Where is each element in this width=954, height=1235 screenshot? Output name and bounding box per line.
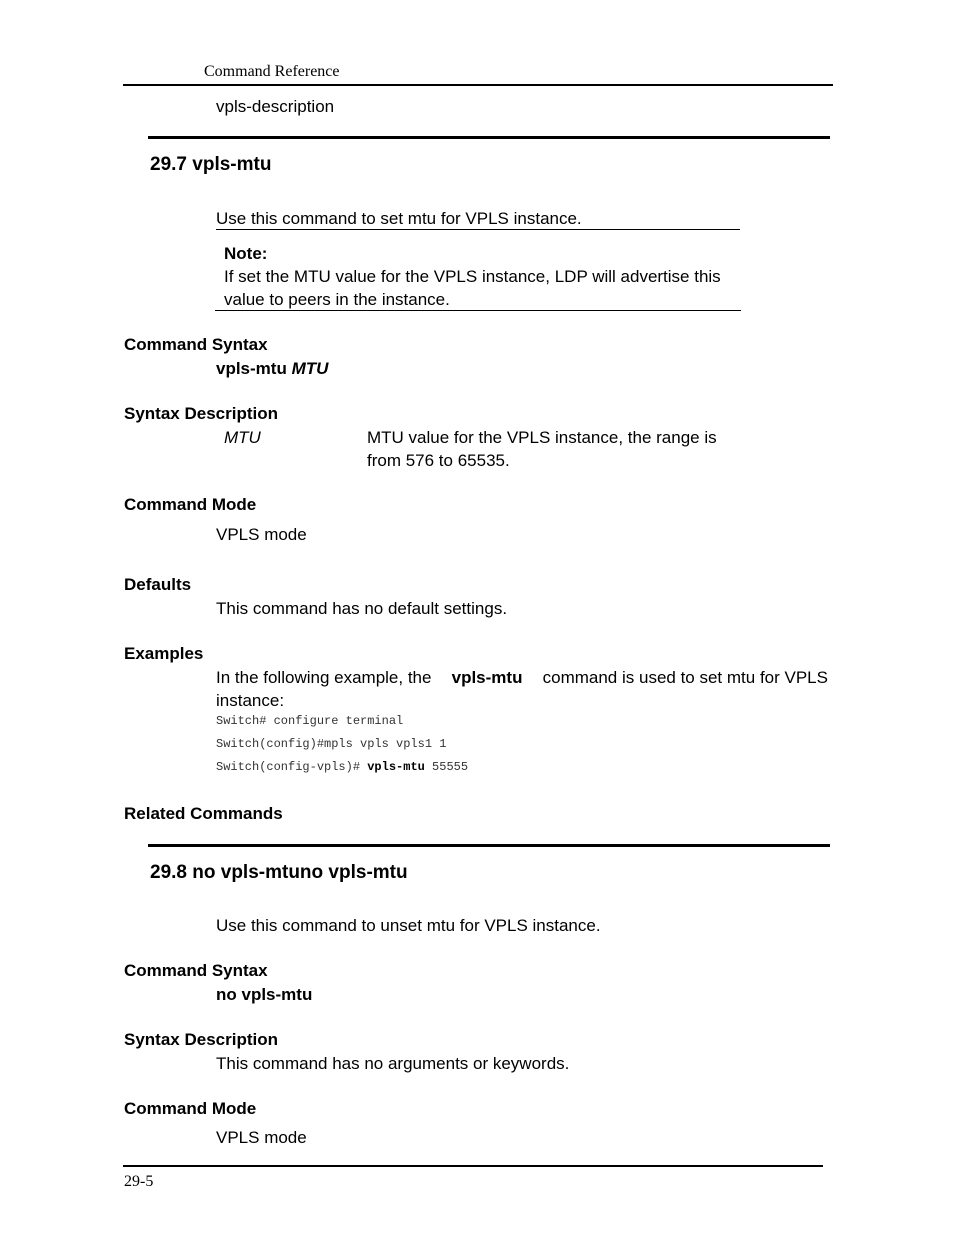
section-title xyxy=(150,862,408,884)
code-argument: 55555 xyxy=(432,760,469,774)
related-commands-heading: Related Commands xyxy=(124,804,283,823)
command-syntax-heading: Command Syntax xyxy=(124,335,268,354)
syntax-command: vpls-mtu xyxy=(216,359,287,378)
parameter-description: from 576 to 65535. xyxy=(367,451,510,470)
note-top-rule xyxy=(216,229,740,230)
section-rule xyxy=(148,844,830,847)
section-rule xyxy=(148,136,830,139)
header-rule xyxy=(123,84,833,86)
section-name: vpls-mtu xyxy=(192,154,272,175)
code-line xyxy=(216,760,468,774)
syntax-argument: MTU xyxy=(291,359,329,378)
command-syntax: no vpls-mtu xyxy=(216,985,313,1004)
command-mode-heading: Command Mode xyxy=(124,495,257,514)
code-prompt: Switch(config-vpls)# xyxy=(216,760,361,774)
note-bottom-rule xyxy=(215,310,741,311)
page-number: 29-5 xyxy=(124,1173,154,1190)
section-title xyxy=(150,154,271,176)
example-command: vpls-mtu xyxy=(451,668,523,687)
command-mode-heading: Command Mode xyxy=(124,1099,257,1118)
parameter-description: MTU value for the VPLS instance, the range is xyxy=(367,428,717,447)
defaults-heading: Defaults xyxy=(124,575,192,594)
command-mode-value: VPLS mode xyxy=(216,1128,307,1147)
code-line: Switch# configure terminal xyxy=(216,714,404,728)
example-text xyxy=(216,666,828,689)
section-intro: Use this command to unset mtu for VPLS instance. xyxy=(216,916,601,935)
command-syntax-heading: Command Syntax xyxy=(124,961,268,980)
section-intro: Use this command to set mtu for VPLS instance. xyxy=(216,209,582,228)
syntax-description-value: This command has no arguments or keywords. xyxy=(216,1054,570,1073)
section-number: 29.8 xyxy=(150,862,187,883)
footer-rule xyxy=(123,1165,823,1167)
note-line: value to peers in the instance. xyxy=(224,290,450,309)
note-line: If set the MTU value for the VPLS instance, LDP will advertise this xyxy=(224,267,721,286)
code-command: vpls-mtu xyxy=(367,760,425,774)
defaults-value: This command has no default settings. xyxy=(216,599,508,618)
section-name: no vpls-mtuno vpls-mtu xyxy=(192,862,408,883)
command-syntax xyxy=(216,357,328,380)
parameter-name: MTU xyxy=(224,428,261,447)
example-text-part: command is used to set mtu for VPLS xyxy=(542,668,828,687)
section-number: 29.7 xyxy=(150,154,187,175)
example-text-part: In the following example, the xyxy=(216,668,432,687)
example-text: instance: xyxy=(216,691,285,710)
running-header: Command Reference xyxy=(204,63,340,80)
note-label: Note: xyxy=(224,244,268,263)
examples-heading: Examples xyxy=(124,644,204,663)
previous-item-text: vpls-description xyxy=(216,97,335,116)
command-mode-value: VPLS mode xyxy=(216,525,307,544)
code-line: Switch(config)#mpls vpls vpls1 1 xyxy=(216,737,447,751)
syntax-description-heading: Syntax Description xyxy=(124,1030,278,1049)
syntax-description-heading: Syntax Description xyxy=(124,404,278,423)
